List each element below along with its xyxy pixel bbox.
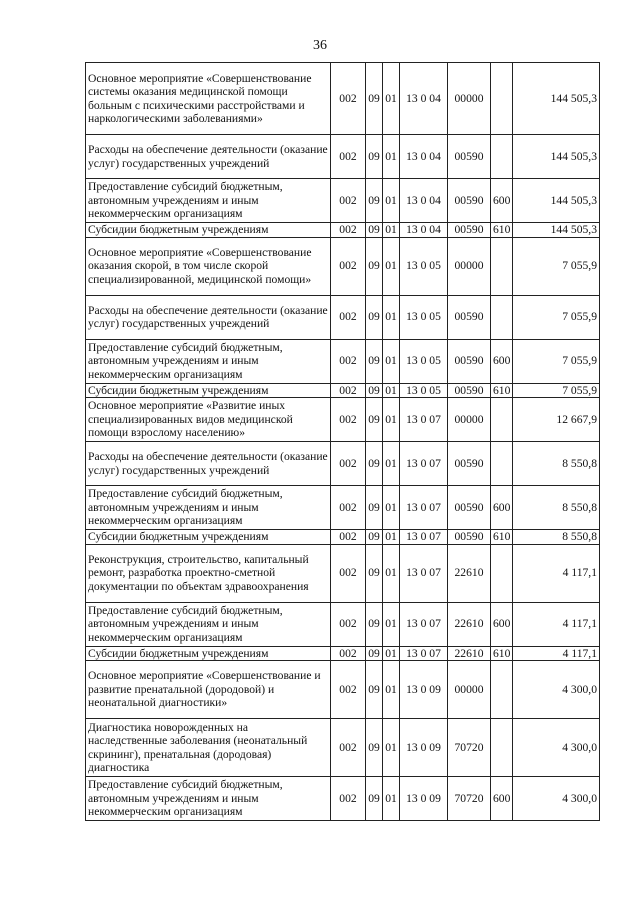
table-row <box>86 486 600 530</box>
page-number: 36 <box>313 38 327 53</box>
row-direction-code: 00000 <box>448 237 491 295</box>
row-expense-type-code: 600 <box>491 602 513 646</box>
row-ved-code: 002 <box>331 602 366 646</box>
row-subsection-code: 01 <box>383 237 400 295</box>
table-row <box>86 135 600 179</box>
row-section-code: 09 <box>366 442 383 486</box>
row-ved-code: 002 <box>331 223 366 238</box>
row-section-code: 09 <box>366 661 383 719</box>
row-expense-type-code: 610 <box>491 383 513 398</box>
budget-table <box>85 62 600 821</box>
table-row <box>86 63 600 135</box>
row-amount: 144 505,3 <box>513 179 600 223</box>
row-amount: 144 505,3 <box>513 223 600 238</box>
row-subsection-code: 01 <box>383 661 400 719</box>
row-name: Предоставление субсидий бюджетным, автономным учреждениям и иным некоммерческим организациям <box>86 486 331 530</box>
row-direction-code: 00000 <box>448 398 491 442</box>
table-row <box>86 719 600 777</box>
row-amount: 4 300,0 <box>513 719 600 777</box>
row-subsection-code: 01 <box>383 777 400 821</box>
row-name: Расходы на обеспечение деятельности (оказание услуг) государственных учреждений <box>86 442 331 486</box>
row-subsection-code: 01 <box>383 179 400 223</box>
row-name: Предоставление субсидий бюджетным, автономным учреждениям и иным некоммерческим организациям <box>86 602 331 646</box>
row-expense-type-code <box>491 295 513 339</box>
row-direction-code: 70720 <box>448 777 491 821</box>
row-ved-code: 002 <box>331 777 366 821</box>
row-program-code: 13 0 05 <box>400 237 448 295</box>
table-row <box>86 544 600 602</box>
row-direction-code: 22610 <box>448 646 491 661</box>
row-expense-type-code: 600 <box>491 486 513 530</box>
row-section-code: 09 <box>366 646 383 661</box>
row-name: Основное мероприятие «Совершенствование и развитие пренатальной (дородовой) и неонатальной диагностики» <box>86 661 331 719</box>
row-name: Субсидии бюджетным учреждениям <box>86 646 331 661</box>
row-ved-code: 002 <box>331 237 366 295</box>
row-expense-type-code: 610 <box>491 530 513 545</box>
row-name: Предоставление субсидий бюджетным, автономным учреждениям и иным некоммерческим организациям <box>86 777 331 821</box>
row-section-code: 09 <box>366 719 383 777</box>
row-program-code: 13 0 04 <box>400 179 448 223</box>
row-amount: 4 300,0 <box>513 777 600 821</box>
row-subsection-code: 01 <box>383 719 400 777</box>
row-name: Субсидии бюджетным учреждениям <box>86 530 331 545</box>
row-ved-code: 002 <box>331 179 366 223</box>
row-direction-code: 22610 <box>448 602 491 646</box>
row-program-code: 13 0 09 <box>400 719 448 777</box>
row-name: Диагностика новорожденных на наследственные заболевания (неонатальный скрининг), пренатальная (дородовая) диагностика <box>86 719 331 777</box>
row-name: Реконструкция, строительство, капитальный ремонт, разработка проектно-сметной документации по объектам здравоохранения <box>86 544 331 602</box>
table-row <box>86 237 600 295</box>
row-amount: 4 117,1 <box>513 646 600 661</box>
row-direction-code: 00590 <box>448 339 491 383</box>
row-section-code: 09 <box>366 530 383 545</box>
row-ved-code: 002 <box>331 544 366 602</box>
row-name: Субсидии бюджетным учреждениям <box>86 383 331 398</box>
row-program-code: 13 0 09 <box>400 661 448 719</box>
table-row <box>86 383 600 398</box>
table-row <box>86 179 600 223</box>
row-amount: 4 300,0 <box>513 661 600 719</box>
table-row <box>86 646 600 661</box>
row-direction-code: 22610 <box>448 544 491 602</box>
row-ved-code: 002 <box>331 339 366 383</box>
row-ved-code: 002 <box>331 135 366 179</box>
row-program-code: 13 0 07 <box>400 544 448 602</box>
row-amount: 7 055,9 <box>513 383 600 398</box>
row-direction-code: 00590 <box>448 135 491 179</box>
row-section-code: 09 <box>366 179 383 223</box>
row-name: Предоставление субсидий бюджетным, автономным учреждениям и иным некоммерческим организациям <box>86 179 331 223</box>
row-expense-type-code: 610 <box>491 646 513 661</box>
row-expense-type-code: 600 <box>491 339 513 383</box>
row-subsection-code: 01 <box>383 398 400 442</box>
row-program-code: 13 0 05 <box>400 383 448 398</box>
row-subsection-code: 01 <box>383 135 400 179</box>
row-subsection-code: 01 <box>383 530 400 545</box>
row-amount: 144 505,3 <box>513 135 600 179</box>
row-amount: 8 550,8 <box>513 486 600 530</box>
row-section-code: 09 <box>366 135 383 179</box>
row-program-code: 13 0 04 <box>400 135 448 179</box>
row-subsection-code: 01 <box>383 223 400 238</box>
row-ved-code: 002 <box>331 383 366 398</box>
row-program-code: 13 0 07 <box>400 398 448 442</box>
row-amount: 4 117,1 <box>513 544 600 602</box>
row-program-code: 13 0 04 <box>400 63 448 135</box>
row-program-code: 13 0 09 <box>400 777 448 821</box>
row-subsection-code: 01 <box>383 602 400 646</box>
row-name: Субсидии бюджетным учреждениям <box>86 223 331 238</box>
row-amount: 8 550,8 <box>513 442 600 486</box>
row-name: Основное мероприятие «Совершенствование системы оказания медицинской помощи больным с психическими расстройствами и наркологическими заболеваниями» <box>86 63 331 135</box>
row-section-code: 09 <box>366 339 383 383</box>
row-ved-code: 002 <box>331 661 366 719</box>
row-section-code: 09 <box>366 237 383 295</box>
row-name: Основное мероприятие «Совершенствование оказания скорой, в том числе скорой специализированной, медицинской помощи» <box>86 237 331 295</box>
row-program-code: 13 0 04 <box>400 223 448 238</box>
table-row <box>86 777 600 821</box>
row-direction-code: 00590 <box>448 530 491 545</box>
row-expense-type-code: 600 <box>491 777 513 821</box>
table-row <box>86 602 600 646</box>
row-program-code: 13 0 07 <box>400 442 448 486</box>
table-row <box>86 295 600 339</box>
row-ved-code: 002 <box>331 530 366 545</box>
row-ved-code: 002 <box>331 398 366 442</box>
row-ved-code: 002 <box>331 63 366 135</box>
row-amount: 144 505,3 <box>513 63 600 135</box>
row-amount: 7 055,9 <box>513 339 600 383</box>
row-expense-type-code: 610 <box>491 223 513 238</box>
row-program-code: 13 0 07 <box>400 602 448 646</box>
row-direction-code: 00590 <box>448 486 491 530</box>
row-expense-type-code <box>491 719 513 777</box>
table-row <box>86 339 600 383</box>
row-section-code: 09 <box>366 223 383 238</box>
row-subsection-code: 01 <box>383 339 400 383</box>
table-row <box>86 442 600 486</box>
row-expense-type-code <box>491 544 513 602</box>
row-direction-code: 00000 <box>448 661 491 719</box>
row-program-code: 13 0 07 <box>400 530 448 545</box>
row-direction-code: 00590 <box>448 383 491 398</box>
table-row <box>86 398 600 442</box>
row-subsection-code: 01 <box>383 486 400 530</box>
row-direction-code: 00590 <box>448 442 491 486</box>
row-subsection-code: 01 <box>383 646 400 661</box>
row-program-code: 13 0 07 <box>400 646 448 661</box>
table-row <box>86 661 600 719</box>
row-direction-code: 00590 <box>448 179 491 223</box>
row-ved-code: 002 <box>331 646 366 661</box>
row-expense-type-code <box>491 661 513 719</box>
row-ved-code: 002 <box>331 295 366 339</box>
row-amount: 12 667,9 <box>513 398 600 442</box>
row-name: Расходы на обеспечение деятельности (оказание услуг) государственных учреждений <box>86 135 331 179</box>
row-subsection-code: 01 <box>383 295 400 339</box>
row-subsection-code: 01 <box>383 383 400 398</box>
row-section-code: 09 <box>366 777 383 821</box>
row-expense-type-code <box>491 135 513 179</box>
row-direction-code: 00000 <box>448 63 491 135</box>
row-subsection-code: 01 <box>383 63 400 135</box>
row-section-code: 09 <box>366 486 383 530</box>
row-name: Предоставление субсидий бюджетным, автономным учреждениям и иным некоммерческим организациям <box>86 339 331 383</box>
row-section-code: 09 <box>366 544 383 602</box>
row-section-code: 09 <box>366 398 383 442</box>
row-ved-code: 002 <box>331 442 366 486</box>
table-row <box>86 530 600 545</box>
row-amount: 4 117,1 <box>513 602 600 646</box>
row-expense-type-code <box>491 398 513 442</box>
row-direction-code: 70720 <box>448 719 491 777</box>
row-expense-type-code: 600 <box>491 179 513 223</box>
row-program-code: 13 0 07 <box>400 486 448 530</box>
row-subsection-code: 01 <box>383 442 400 486</box>
row-program-code: 13 0 05 <box>400 295 448 339</box>
row-section-code: 09 <box>366 63 383 135</box>
row-amount: 8 550,8 <box>513 530 600 545</box>
row-section-code: 09 <box>366 295 383 339</box>
row-subsection-code: 01 <box>383 544 400 602</box>
row-expense-type-code <box>491 442 513 486</box>
table-row <box>86 223 600 238</box>
row-name: Расходы на обеспечение деятельности (оказание услуг) государственных учреждений <box>86 295 331 339</box>
row-amount: 7 055,9 <box>513 295 600 339</box>
row-ved-code: 002 <box>331 719 366 777</box>
row-section-code: 09 <box>366 383 383 398</box>
row-ved-code: 002 <box>331 486 366 530</box>
row-expense-type-code <box>491 237 513 295</box>
row-program-code: 13 0 05 <box>400 339 448 383</box>
row-direction-code: 00590 <box>448 223 491 238</box>
row-expense-type-code <box>491 63 513 135</box>
row-name: Основное мероприятие «Развитие иных специализированных видов медицинской помощи взрослому населению» <box>86 398 331 442</box>
row-section-code: 09 <box>366 602 383 646</box>
row-amount: 7 055,9 <box>513 237 600 295</box>
row-direction-code: 00590 <box>448 295 491 339</box>
